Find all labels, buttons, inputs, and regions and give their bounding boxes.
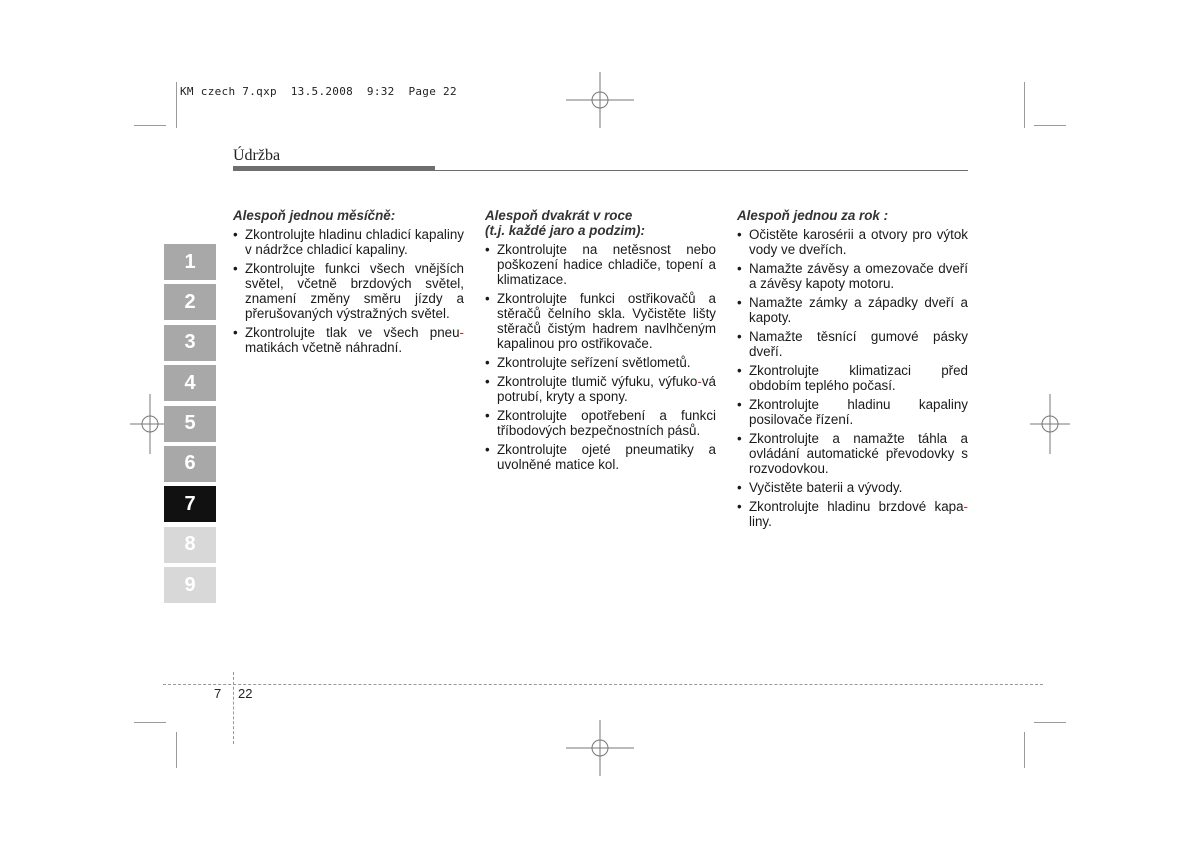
- chapter-tab-8: 8: [164, 527, 216, 563]
- item-text: Zkontrolujte opotřebení a funkci tříbodových bezpečnostních pásů.: [497, 408, 716, 438]
- chapter-tab-9: 9: [164, 567, 216, 603]
- item-text: Zkontrolujte a namažte táhla a ovládání automatické převodovky s rozvodovkou.: [749, 431, 968, 476]
- checklist-item: [485, 408, 716, 438]
- checklist-item: [485, 442, 716, 472]
- checklist-item: [485, 242, 716, 287]
- print-slug: KM czech 7.qxp 13.5.2008 9:32 Page 22: [180, 85, 457, 98]
- soft-hyphen: -: [963, 499, 968, 514]
- item-text: Zkontrolujte tlumič výfuku, výfuko: [497, 374, 698, 389]
- checklist-item: [233, 227, 464, 257]
- item-text: vá potrubí, kryty a spony.: [497, 374, 716, 404]
- item-text: Očistěte karosérii a otvory pro výtok vody ve dveřích.: [749, 227, 968, 257]
- item-text: Zkontrolujte tlak ve všech pneu: [245, 325, 460, 340]
- item-text: Zkontrolujte hladinu chladicí kapaliny v nádržce chladicí kapaliny.: [245, 227, 464, 257]
- checklist-item: [485, 291, 716, 351]
- checklist-item: [737, 499, 968, 529]
- checklist: [233, 227, 464, 355]
- chapter-tab-1: 1: [164, 244, 216, 280]
- checklist-item: [737, 397, 968, 427]
- page-title: Údržba: [233, 147, 281, 164]
- checklist-item: [737, 329, 968, 359]
- footer-rule: [163, 684, 1043, 685]
- chapter-tab-7: 7: [164, 486, 216, 522]
- item-text: Zkontrolujte ojeté pneumatiky a uvolněné matice kol.: [497, 442, 716, 472]
- title-rule-thin: [435, 170, 968, 171]
- item-text: matikách včetně náhradní.: [245, 340, 403, 355]
- checklist: [485, 242, 716, 472]
- item-text: Vyčistěte baterii a vývody.: [749, 480, 903, 495]
- item-text: Zkontrolujte funkci všech vnějších světel, včetně brzdových světel, znamení změny směru jízdy a přerušovaných výstražných světel.: [245, 261, 464, 321]
- footer-chapter-number: 7: [214, 686, 222, 701]
- checklist-item: [737, 480, 968, 495]
- column-monthly: [233, 208, 464, 359]
- checklist-item: [737, 261, 968, 291]
- item-text: Zkontrolujte funkci ostřikovačů a stěračů čelního skla. Vyčistěte lišty stěračů čistým hadrem navlhčeným kapalinou pro ostřikovače.: [497, 291, 716, 351]
- footer-divider: [233, 672, 234, 744]
- checklist: [737, 227, 968, 529]
- registration-mark-top-icon: [566, 72, 634, 128]
- soft-hyphen: -: [697, 374, 702, 389]
- section-heading: Alespoň jednou za rok :: [737, 208, 889, 223]
- item-text: Zkontrolujte hladinu kapaliny posilovače řízení.: [749, 397, 968, 427]
- checklist-item: [737, 295, 968, 325]
- footer-page-number: 22: [238, 686, 253, 701]
- registration-mark-right-icon: [1030, 394, 1070, 454]
- section-heading: Alespoň jednou měsíčně:: [233, 208, 396, 223]
- chapter-tab-5: 5: [164, 406, 216, 442]
- item-text: Namažte závěsy a omezovače dveří a závěsy kapoty motoru.: [749, 261, 968, 291]
- checklist-item: [737, 431, 968, 476]
- item-text: Zkontrolujte klimatizaci před obdobím teplého počasí.: [749, 363, 968, 393]
- section-heading: Alespoň dvakrát v roce: [485, 208, 633, 223]
- checklist-item: [485, 374, 716, 404]
- checklist-item: [233, 261, 464, 321]
- item-text: Namažte těsnící gumové pásky dveří.: [749, 329, 968, 359]
- item-text: Zkontrolujte seřízení světlometů.: [497, 355, 691, 370]
- chapter-tab-4: 4: [164, 365, 216, 401]
- column-yearly: [737, 208, 968, 533]
- item-text: liny.: [749, 514, 772, 529]
- chapter-tabs: [164, 244, 216, 608]
- title-rule-thick: [233, 166, 435, 171]
- section-heading: (t.j. každé jaro a podzim):: [485, 223, 645, 238]
- item-text: Zkontrolujte na netěsnost nebo poškození hadice chladiče, topení a klimatizace.: [497, 242, 716, 287]
- registration-mark-bottom-icon: [566, 720, 634, 776]
- chapter-tab-2: 2: [164, 284, 216, 320]
- chapter-tab-6: 6: [164, 446, 216, 482]
- checklist-item: [233, 325, 464, 355]
- item-text: Zkontrolujte hladinu brzdové kapa: [749, 499, 964, 514]
- checklist-item: [737, 363, 968, 393]
- chapter-tab-3: 3: [164, 325, 216, 361]
- soft-hyphen: -: [459, 325, 464, 340]
- column-twice-yearly: [485, 208, 716, 476]
- checklist-item: [737, 227, 968, 257]
- item-text: Namažte zámky a západky dveří a kapoty.: [749, 295, 968, 325]
- checklist-item: [485, 355, 716, 370]
